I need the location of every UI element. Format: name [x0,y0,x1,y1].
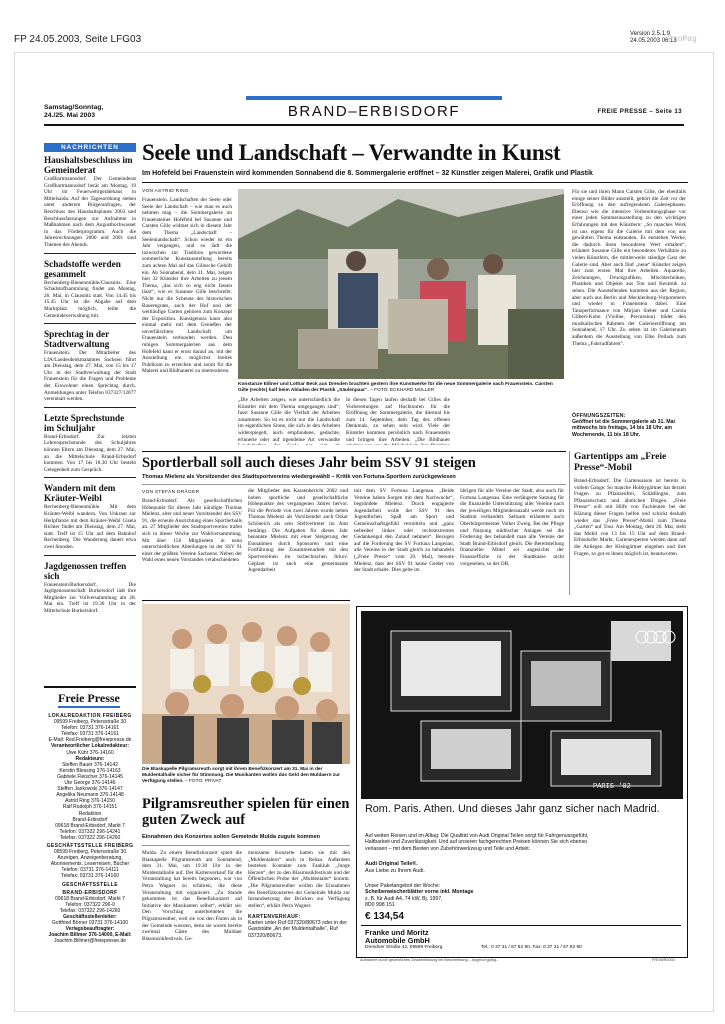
news-text: Rechenberg-Bienenmühle. Mit dem Kräuter-Weibl wandern. Von Unkraut zur Heilpflanze mit dem Kräuter-Weibl Gisela Richter findet am Dienstag, dem 27. Mai, statt. Treff ist 15 Uhr auf dem Bahnhof Rechenberg. Die Wanderung dauert etwa zwei Stunden. [44,504,136,550]
lead-hours-label: ÖFFNUNGSZEITEN: [572,413,626,419]
pilgram-rule [142,845,350,846]
contact-line: LOKALREDAKTION FREIBERG [48,713,132,719]
lead-col1: Frauenstein. Landschaften der Seele oder Seele der Landschaft – wie man es auch nehmen mag – die Sommergalerie im Frauensteiner Hofefeld bei Susanne und Carsten Gille widmet sich in diesem Jahr dem Thema „Landschaft – Seelenlandschaft“. Schon wieder ist ein Jahr vergangen, und so lädt die inzwischen zur Tradition gewordene sommerliche Kunstausstellung bereits zum achten Mal auf das Gillesche Gehöft ein. Ab Sonnabend, dem 31. Mai, zeigen hier 32 Künstler ihre Arbeiten zu jenem Thema, „das sich so eng nicht fassen lässt“, wie es Susanne Gille beschreibt. Nicht nur die Scheune des historischen Bauerngutes, auch der Hof und der weitläufige Garten gehören zum Konzept der Exposition. Kunstgenuss kann also einmal mehr mit dem Genießen der unverfälschten Landschaft um Frauenstein verbunden werden. Den ruhigen Sommergalerien aus dem Hofefeld kann er ernst darauf an, mit der Ausstellung ein möglichst breites Publikum zu erreichen und somit für die Malerei und Bildhauerei zu interessieren. [142,197,232,375]
contact-box [44,686,136,958]
contact-line: Kerstin Blessing 376-14163 [59,767,121,774]
ad-offer-code: 8D0 998 151 [365,902,395,909]
masthead-section-title: BRAND–ERBISDORF [287,103,461,120]
lead-headline: Seele und Landschaft – Verwandte in Kunst [142,140,561,165]
ssv-rule [142,484,566,485]
garten-headline: Gartentipps am „Freie Presse“-Mobil [574,452,667,473]
news-item [44,413,136,479]
lead-byline: VON ASTRID RING [142,189,189,194]
ad-offer-name: Scheibenwischerblätter vorne inkl. Montage [365,889,474,896]
fax-header-timestamp: 24.05.2003 06:13 [630,38,677,44]
masthead-page: Seite 13 [655,108,682,115]
contact-line: Verantwortlicher Lokalredakteur: [50,743,130,750]
ad-dealer-address: Dresdner Straße 42, 09599 Freiberg [365,945,443,950]
contact-line: 09599 Freiberg, Petersstraße 30 [53,849,127,856]
contact-line: Geschäftsstellenleiter: [63,914,117,920]
ad-offer [365,883,565,909]
ad-photo-label: PARIS '02 [593,783,631,791]
contact-line: Angelika Neumann 376-14148 [56,792,124,799]
masthead-paper-page: FREIE PRESSE – Seite 13 [597,108,682,115]
pilgram-photo-image [142,604,350,764]
lead-col2: „Die Arbeiten zeigen, wie unterschiedlich die Künstler mit dem Thema umgegangen sind“, fasst Susanne Gille die Vielfalt der Arbeiten zusammen. So ist es nicht nur die Landschaft im eigentlichen Sinne, die sich in den Arbeiten widerspiegelt, auch empfundene, gedachte, erinnerte oder auf irgendeine Art verwandte [238,397,340,443]
pilgram-top-rule [142,600,350,601]
lead-photo-image [238,189,564,379]
ad-photo-image [361,611,683,799]
lead-col4: Für sie und ihren Mann Carsten Gille, der ebenfalls einige seiner Bilder ausstellt, gehört die Zeit vor der Eröffnung zu den aufregendsten Galeriephasen. Ebenso wie die intensive Vorbereitungsphase vor einer jeden Sommerausstellung zu den wichtigen Erfahrungen mit den Künstlern: „So manches Werk ist uns eigens für die Galerie mit dem von uns gewählten Thema entstanden. Es entstehen Werke, die dadurch ihren besonderen Wert erhalten“, erläutert Susanne Gille ein besonderes Verhältnis zu vielen Künstlern, die mittlerweile ständige Gast der Galerie sind. Aber auch fünf „neue“ Künstler zeigen hier zum ersten Mal ihre Arbeiten. Aquarelle, Zeichnungen, Druckgrafiken, Mischtechniken, Plastiken und Objekte aus Ton und Keramik zu sehen. Die Ausstellenden kommen aus der Region, aber auch aus Berlin und Mecklenburg-Vorpommern und wieder in Frauenstein dabei. Eine Tanzperformance von Mirjam Sieber und Carola Gilbert-Kuhn (Violine, Percussion) bildet den musikalischen Rahmen der Galerieeröffnung am Sonnabend, 17 Uhr. Zu sehen ist im Galerieraum außerdem die Ausstellung von Elke Pollack zum Thema „Fahrradfahren“. [572,189,686,347]
lead-hours [572,413,686,438]
pilgram-caption [142,767,350,785]
lead-rule [142,182,688,183]
masthead-paper: FREIE PRESSE [597,108,648,115]
contact-line: Gottfried Börner 03731 376-14100 [51,920,129,927]
contact-line: Astrid Ring 376-14150 [65,798,115,805]
contact-line: BRAND-ERBISDORF [62,889,118,896]
contact-line: Steffen Jankowski 376-14147 [57,786,123,793]
audi-ad [356,606,688,958]
ad-offer-detail: z. B. für Audi A4, 74 kW, Bj. 1997, [365,895,443,902]
ssv-col4: übrigen für alle Vereine der Stadt, also auch für Fortuna Langenau. Eine verlängerte Satzung für die finanzielle Unterstützung aller Vereine nach der jeweiligen Mitgliederanzahl werde noch im Stadtrat verhandelt. Seltsam erläuterte auch Oberbürgermeister Volker Zweig. Bei der Pflege und Nutzung städtischer Anlagen sei die Förderung des behandelt man alle Vereine der Stadt Brand-Erbisdorf gleich. Die Bereitstellung finanzieller Mittel sei angesichts der Finanzeffizite in der Stadtkasse nicht vorgesehen, so der OB. [460,488,564,567]
masthead-date-line2: 24./25. Mai 2003 [44,112,96,119]
garten-text: Brand-Erbisdorf. Die Gartensaison ist bereits in vollem Gange. So manche Hobbygärtner hat derzeit Fragen zu Pflanzenfrei, Schädlingen, zum Pflanzenschutz und ähnlichen Dingen. „Freie Presse“ will mit Hilfe von Fachleuten bei der Klärung dieser Fragen helfen und schickt deshalb wieder das „Freie Presse“-Mobil zum Thema „Garten“ auf Tour. Am Montag, dem 26. Mai, steht das Mobil von 13 bis 15 Uhr auf dem Brand-Erbisdorfer Markt. Gartenexperten werden dann auf die Anliegen der Kleingärtner eingehen und ihre Fragen, so gut es ihnen möglich ist, beantworten. [574,478,686,557]
contact-line: Telefon: 037322 296-0 [65,901,115,908]
ad-product [365,861,565,874]
ad-body: Auf weiten Reisen und im Alltag: Die Qualität von Audi Original Teilen sorgt für Fahrgenussgefühl, Haltbarkeit und Zuverlässigkeit. Und auf unseren fachgerechten Preisen können Sie sich ebenso verlassen – mit dem Besten von Zubehörwerkzeug und Teile und Arbeit. [365,833,589,852]
ad-code: FROWR2003 [652,958,675,962]
news-text: Großhartmannsdorf. Der Gemeinderat Großhartmannsdorf berät am Montag, 19 Uhr im Feuerwehrgerätehaus in Mittelsaida. Auf der Tagesordnung stehen unter anderem Bürgeranfragen, der Beschluss des Haushaltsplanes 2003 und Beschlussfassungen zur Aufnahme in Maßnahmen nach dem Augusthochwasser in das Förderprogramm. Auch die Jahresrechnungen 2000 und 2001 sind Themen des Abends. [44,176,136,248]
ssv-headline: Sportlerball soll auch dieses Jahr beim SSV 91 steigen [142,455,476,471]
pilgram-headline: Pilgramsreuther spielen für einen guten Zweck auf [142,796,350,828]
news-item [44,259,136,325]
ad-product-sub: Aus Liebe zu Ihrem Audi. [365,867,425,874]
ad-price: € 134,54 [365,911,404,922]
ssv-col1: Brand-Erbisdorf. Als gesellschaftlichen Höhepunkt für dieses Jahr kündigte Thomas Mielenz, alter und neuer Vorsitzender des SSV 91, die erneute Ausrichtung eines Sportlerballs an. 27 Mitglieder des Stadtsportvereins trafen sich in dieser Woche zur Wahlversammlung. Mit über 150 Mitgliedern in neun unterschiedlichen Abteilungen ist der SSV 91 einer der größten Vereine Sachsens. Neben der Wahl eines neuen Vorstandes verabschiedeten [142,498,242,564]
pilgram-caption-text: Die Blaskapelle Pilgramsreuth sorgt mit ihrem Benefizkonzert am 31. Mai in der Muldentalhalle sicher für Stimmung. Die Musikanten wollen das Geld den Muldaern zur Verfügung stellen. [142,767,341,784]
contact-line: Joachim Billmer 376-14000, E-Mail: [48,932,132,939]
contact-line: 09618 Brand-Erbisdorf, Markt 7 [55,895,125,902]
contact-line: Redaktion [78,810,102,817]
news-headline: Letzte Sprechstunde im Schuljahr [44,412,125,433]
news-text: Frauenstein/Burkersdorf. Die Jagdgenossenschaft Burkersdorf lädt ihre Mitglieder zur Vollversammlung am 28. Mai ein. Treff ist 19.30 Uhr in der Mittelschule Burkersdorf. [44,581,136,614]
news-headline: Jagdgenossen treffen sich [44,560,127,581]
ssv-byline: VON STEFAN DRÄGER [142,490,200,495]
contact-line: Telefon: 037322 296-14241 [59,828,121,835]
contact-line: Abonnements, Leserreisen, Bücher [50,861,130,868]
fax-header-version: Version 2.5.1.9 [630,31,671,37]
pilgram-karten-text: Karten unter Ruf 037320/80673 oder in der Gaststätte „An der Muldentalhalle“, Ruf 037320/80673. [248,920,347,939]
news-text: Rechenberg-Bienenmühle/Clausnitz. Eine Schadstoffsammlung findet am Montag, 26. Mai, in Clausnitz statt. Von 14.45 bis 15.45 Uhr ist die Abgabe auf dem Marktplatz möglich, teilte die Gemeindeverwaltung mit. [44,279,136,319]
contact-line: E-Mail: Red.Freiberg@freiepresse.de [48,737,132,744]
news-headline: Schadstoffe werden gesammelt [44,258,121,279]
ssv-top-rule [142,451,566,452]
lead-col3: In diesen Tagen laufen deshalb bei Gilles die Vorbereitungen auf Hochtouren für die Eröffnung der Sommergalerie, die diesmal bis zum 14. September, dem Tag des offenen Denkmals, zu sehen sein wird. Viele der Künstler kommen persönlich nach Frauenstein und bringen ihre Arbeiten. „Die Bildhauer [346,397,450,443]
ssv-col3: mit dem SV Fortuna Langenau. „Beide Vereine haben Sorgen mit dem Nachwuchs“, begründete Mielenz. Durch engagierte Jugendarbeit wolle der SSV 91 den Jugendlichen Spaß am Sport und Gemeinschaftsgefühl vermitteln und „ganz nebenbei linkes oder rechtsextremes Gedankengut den Zulauf nehmen“. Bezogen auf die Forderung des SV Fortuna Langenau, alle Vereine in der Stadt gleich zu behandeln („Freie Presse“ vom 20. Mai), betonte Mielenz, dass der SSV 91 keine Gelder von der Stadt erhalte. Dies gelte im [354,488,454,574]
contact-line: Telefon: 03731 376-14111 [61,867,119,874]
contact-line: Steffen Bauer 376-14142 [62,761,118,768]
ssv-subhead: Thomas Mielenz als Vorsitzender des Stadtsportvereins wiedergewählt – Kritik von Fortuna-Sportlern zurückgewiesen [142,474,456,480]
masthead-accent-bar [246,96,502,100]
contact-line: Telefax: 037322 296-14260 [59,834,121,841]
lead-caption-credit: – FOTO: ECKHARD MÜLLER [370,388,435,393]
ad-headline: Rom. Paris. Athen. Und dieses Jahr ganz sicher nach Madrid. [365,803,660,815]
ad-offer-title: Unser Paketangebot der Woche: [365,883,441,889]
masthead-rule [44,124,684,126]
pilgram-col1: Mulda. Zu einem Benefizkonzert spielt die Blaskapelle Pilgramsreuth am Sonnabend, dem 31. Mai, um 19.30 Uhr in der Muldentalhalle auf. Der Kartenverkauf für die Veranstaltung hat bereits begonnen, war von Petra Wagner zu erfahren, die diese Veranstaltung mit organisiert. „Zu Stande gekommen ist das Benefizkonzert auf Initiative der Musikanten selbst“, erklärt sie. Den Vorschlag unterbreiteten die Pilgramsreuther, weil sie von den Fluten als in der Gemeinde wussten, denn sie waren bereits zweimal Gäste des Muldaer Blasmusikfestivals. Ge- [142,850,242,942]
sidebar-news [44,155,136,663]
pilgram-karten-label: KARTENVERKAUF: [248,914,301,920]
contact-line: Brand-Erbisdorf [72,816,108,823]
ad-dealer-box [361,925,681,954]
fax-watermark: ProPag [668,35,697,44]
contact-line: Telefax: 03731 376-14160 [61,873,119,880]
pilgram-caption-credit: – FOTO: PRIVAT [184,779,222,784]
garten-divider [569,451,570,595]
contact-line: Telefax: 03731 376-14161 [61,731,119,738]
lead-photo [238,189,564,379]
contact-line: Ralf Rudolph 376-14151 [62,804,118,811]
contact-line: Anzeigen, Anzeigenberatung, [57,855,123,862]
contact-line: 09599 Freiberg, Petersstraße 30 [53,719,127,726]
news-headline: Sprechtag in der Stadtverwaltung [44,329,110,350]
contact-line: Gabriele Fleischer 376-14145 [57,773,123,780]
masthead-date-line1: Samstag/Sonntag, [44,104,104,111]
contact-line: Verlagsbeauftragter: [65,926,115,933]
ad-product-name: Audi Original Teile®. [365,861,418,867]
sidebar-label: NACHRICHTEN [44,143,136,152]
lead-subhead: Im Hofefeld bei Frauenstein wird kommenden Sonnabend die 8. Sommergalerie eröffnet – 32 Künstler zeigen Malerei, Grafik und Plastik [142,170,593,177]
news-headline: Haushaltsbeschluss im Gemeinderat [44,155,133,175]
contact-line: Uwe Kühr 376-14160 [66,749,114,756]
fax-header-left: FP 24.05.2003, Seite LFG03 [14,34,142,45]
lead-hours-text: Geöffnet ist die Sommergalerie ab 31. Mai mittwochs bis freitags, 14 bis 18 Uhr, am Wochenende, 11 bis 18 Uhr. [572,419,675,438]
contact-line: Telefon: 03731 376-14161 [60,725,120,732]
contact-line: Redakteure: [75,755,105,762]
contact-line: Telefax: 037322 296-14260 [59,907,121,914]
pilgram-photo [142,604,350,764]
pilgram-karten [248,914,350,939]
news-item [44,561,136,619]
contact-line: GESCHÄFTSSTELLE FREIBERG [46,842,134,849]
ssv-col2: die Mitglieder den Kassenbericht 2002 und hoben sportliche und gesellschaftliche Höhepunkte des vergangenen Jahres hervor. Für die Periode von zwei Jahren wurde neben Thomas Mielenz als Vorsitzender auch Oskar Schöneich als sein Stellvertreter im Amt bestätigt. Die Aufgaben für dieses Jahr benannte Mielenz mit einer Steigerung der Einnahmen durch Sponsoren und eine Fortführung der Zusammenarbeit mit den Sportvereinen im tschechischen Jirkov. Geplant ist auch eine gemeinsame Jugendarbeit [248,488,348,574]
contact-line: Ute George 376-14146 [64,780,116,787]
ad-dealer-name: Franke und Moritz [365,928,429,937]
masthead-date [44,104,103,120]
news-item [44,155,136,254]
contact-line: 09618 Brand-Erbisdorf, Markt 7 [55,822,125,829]
news-item [44,329,136,408]
contact-line: Joachim.Billmer@freiepresse.de [53,938,127,945]
lead-caption-text: Konstanze Eißner und Lothar Beck aus Dresden brachten gestern ihre Kunstwerke für die neue Sommergalerie nach Frauenstein. Carsten Gille (rechts) half beim Abladen der Plastik „Säulenpaar“. [238,382,553,393]
news-text: Brand-Erbisdorf. Zur letzten Lehrersprechstunde des Schuljahres können Eltern am Dienstag, dem 27. Mai, an die Mittelschule Brand-Erbisdorf kommen. Von 17 bis 18.30 Uhr besteht Gelegenheit zum Gespräch. [44,433,136,473]
lead-col3b [456,397,564,445]
ad-photo [361,611,683,799]
pilgram-col2: meinsame Konzerte hatten sie mit den „Muldentalern“ auch in Rehau. Außerdem bestehen Kontakte zum Fanklub „Junge Herzen“, der zu den Blasmusikfestivals und der Öffentlichen Probe der „Muldentaler“ kommt. „Die Pilgramsreuther wollen die Einnahmen des Benefizkonzertes der Gemeinde Mulda zur Instandsetzung der Brücken zur Verfügung stellen“, erklärt Petra Wagner. [248,850,350,909]
pilgram-subhead: Einnahmen des Konzertes sollen Gemeinde Mulda zugute kommen [142,834,321,840]
ad-dealer-phone: Tel.: 0 37 31 / 67 82 80, Fax: 0 37 31 / 67 82 90 [481,945,582,950]
news-text: Frauenstein. Der Mitarbeiter des LfA/Landesdenkmalamtes Sachsen führt am Dienstag, dem 27. Mai, von 15 bis 17 Uhr in der Stadtverwaltung der Stadt Frauenstein für die Fragen und Probleme der Einwohner einen Sprechtag durch. Anmeldungen unter Telefon 037327/12877 vereinbart werden. [44,350,136,403]
lead-photo-caption [238,382,564,394]
contact-logo: Freie Presse [58,691,120,708]
news-item [44,483,136,555]
contact-line: GESCHÄFTSSTELLE [61,881,118,888]
news-headline: Wandern mit dem Kräuter-Weibl [44,483,116,504]
ad-dealer-sub: Automobile GmbH [365,936,430,945]
ad-footnote: Aufnahme durch gesetzliches Gewährleistung bei Beschreibung... Angebot gültig... [360,958,500,962]
contact-lines [44,713,136,944]
